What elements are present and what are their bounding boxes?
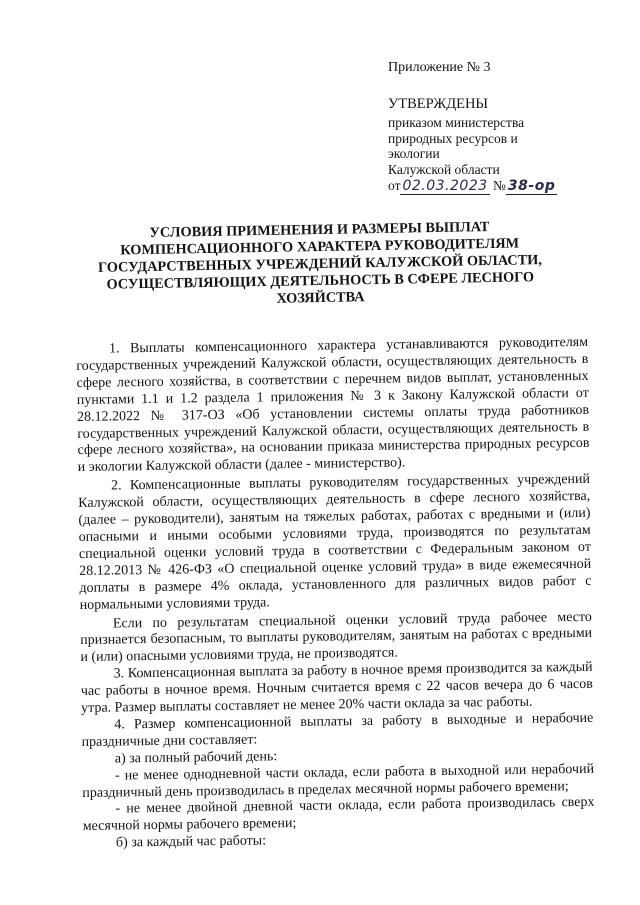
approval-line: приказом министерства: [388, 115, 525, 130]
approval-line: природных ресурсов и: [388, 130, 518, 146]
handwritten-order-number: 38-ор: [507, 178, 556, 194]
paragraph: б) за каждый час работы:: [115, 833, 267, 851]
document-title: УСЛОВИЯ ПРИМЕНЕНИЯ И РАЗМЕРЫ ВЫПЛАТ КОМПЕНСАЦИОННОГО ХАРАКТЕРА РУКОВОДИТЕЛЯМ ГОСУДАРСТВЕННЫХ УЧРЕЖДЕНИЙ КАЛУЖСКОЙ ОБЛАСТИ, ОСУЩЕСТВЛЯЮЩИХ ДЕЯТЕЛЬНОСТЬ В СФЕРЕ ЛЕСНОГО ХОЗЯЙСТВА: [97, 219, 543, 307]
paragraph: - не менее двойной дневной части оклада, если работа производилась сверх месячной нормы рабочего времени;: [82, 795, 595, 835]
paragraph: 1. Выплаты компенсационного характера устанавливаются руководителям государственных учреждений Калужской области, осуществляющих деятельность в сфере лесного хозяйства, в соответствии с перечнем видов выплат, установленных пунктами 1.1 и 1.2 раздела 1 приложения № 3 к Закону Калужской области от 28.12.2022 № 317-ОЗ «Об установлении системы оплаты труда работников государственных учреждений Калужской области, осуществляющих деятельность в сфере лесного хозяйства», на основании приказа министерства природных ресурсов и экологии Калужской области (далее - министерство).: [76, 334, 590, 476]
approval-heading: УТВЕРЖДЕНЫ: [388, 96, 489, 112]
appendix-label: Приложение № 3: [388, 60, 491, 75]
date-prefix: от: [388, 178, 401, 193]
approval-line: Калужской области: [388, 161, 500, 177]
paragraph: Если по результатам специальной оценки условий труда рабочее место признается безопасным, то выплаты руководителям, занятым на работах с вредными и (или) опасными условиями труда, не производятся.: [80, 609, 593, 666]
paragraph: а) за полный рабочий день:: [114, 748, 278, 767]
document-body: [76, 335, 595, 853]
paragraph: - не менее однодневной части оклада, если работа в выходной или нерабочий праздничный день производилась в пределах месячной нормы рабочего времени;: [82, 761, 595, 801]
handwritten-date: 02.03.2023: [402, 178, 488, 194]
order-date-line: [388, 178, 588, 195]
paragraph: 3. Компенсационная выплата за работу в ночное время производится за каждый час работы в ночное время. Ночным считается время с 22 часов вечера до 6 часов утра. Размер выплаты составляет не менее 20% части оклада за час работы.: [80, 660, 593, 716]
approval-block: [388, 96, 588, 195]
approval-line: экологии: [388, 146, 440, 161]
paragraph: 2. Компенсационные выплаты руководителям государственных учреждений Калужской области, осуществляющих деятельность в сфере лесного хозяйства, (далее – руководители), занятым на тяжелых работах, работах с вредными и (или) опасными и иными особыми условиями труда, производятся по результатам специальной оценки условий труда в соответствии с Федеральным законом от 28.12.2013 № 426-ФЗ «О специальной оценке условий труда» в виде ежемесячной доплаты в размере 4% оклада, установленного для различных видов работ с нормальными условиями труда.: [78, 472, 592, 613]
number-prefix: №: [493, 178, 506, 193]
paragraph: 4. Размер компенсационной выплаты за работу в выходные и нерабочие праздничные дни составляет:: [81, 710, 594, 750]
